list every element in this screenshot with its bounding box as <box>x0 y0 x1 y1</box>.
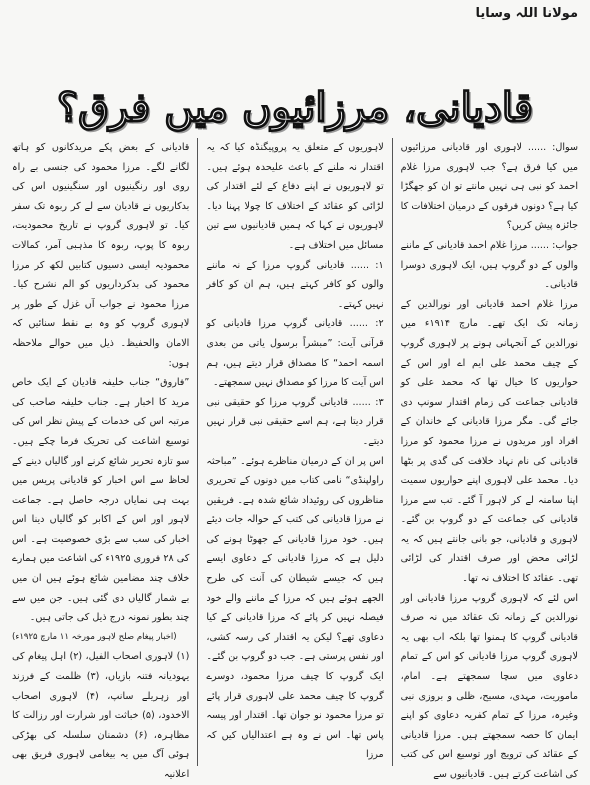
body-paragraph: ”فاروق“ جناب خلیفہ قادیان کے ایک خاص مرید کا اخبار ہے۔ جناب خلیفہ صاحب کی مرتبہ اس کی خدمات کے پیش نظر اس کی توسیع اشاعت کی تحریک فرما چکے ہیں۔ سو تازہ تحریر شائع کرنے اور گالیاں دینے کے لحاظ سے اس اخبار کو قادیانی پریس میں بہت ہی نمایاں درجہ حاصل ہے۔ جماعت لاہور اور اس کے اکابر کو گالیاں دینا اس اخبار کی سب سے بڑی خصوصیت ہے۔ اس کی ۲۸ فروری ۱۹۲۵ء کی اشاعت میں ہمارے خلاف چند مضامین شائع ہوئے ہیں ان میں بے شمار گالیاں دی گئی ہیں۔ جن میں سے چند بطور نمونہ درج ذیل کی جاتی ہیں۔ <box>12 377 190 624</box>
body-paragraph: (۱) لاہوری اصحاب الفیل، (۲) اہل پیغام کی یہودیانہ فتنہ بازیاں، (۳) ظلمت کے فرزند اور زہریلے سانپ، (۴) لاہوری اصحاب الاخدود، (۵) خباثت اور شرارت اور رزالت کا مظاہرہ، (۶) دشمنان سلسلہ کی بھڑکی ہوئی آگ میں یہ بیغامی لاہوری فریق بھی اعلانیہ <box>12 651 190 780</box>
body-paragraph: اس لئے کہ لاہوری گروپ مرزا قادیانی اور نورالدین کے زمانہ تک عقائد میں نہ صرف قادیانی گروپ کا ہمنوا تھا بلکہ اب بھی یہ لاہوری گروپ مرزا قادیانی کو اس کے تمام دعاوی میں سچا سمجھتے ہے۔ امام، ماموریت، مہدی، مسیح، ظلی و بروزی نبی وغیرہ، مرزا کے تمام کفریہ دعاوی کو اپنے ایمان کا حصہ سمجھتے ہیں۔ مرزا قادیانی کے عقائد کی ترویج اور توسیع اس کی کتب کی اشاعت کرتے ہیں۔ قادیانیوں سے <box>400 592 578 780</box>
body-paragraph: لاہوریوں کے متعلق یہ پروپیگنڈہ کیا کہ یہ اقتدار نہ ملنے کے باعث علیحدہ ہوئے ہیں۔ تو لاہوریوں نے اپنے دفاع کے لئے اقتدار کی لڑائی کو عقائد کے اختلاف کا چولا پہنا دیا۔ لاہوریوں نے کہا کہ ہمیں قادیانیوں سے تین مسائل میں اختلاف ہے۔ <box>206 142 384 251</box>
point-two: ۲: ...... قادیانی گروپ مرزا قادیانی کو قرآنی آیت: ”مبشراً برسول یاتی من بعدی اسمہ احمد“ کا مصداق قرار دیتے ہیں، ہم اس آیت کا مرزا کو مصداق نہیں سمجھتے۔ <box>206 318 384 389</box>
article-columns <box>4 138 586 780</box>
body-paragraph: اس پر ان کے درمیان مناظرے ہوئے۔ ”مباحثہ راولپنڈی“ نامی کتاب میں دونوں کے تحریری مناظروں کی روئیداد شائع شدہ ہے۔ فریقین نے مرزا قادیانی کی کتب کے حوالہ جات دیئے ہیں۔ خود مرزا قادیانی کے جھوٹا ہونے کی دلیل ہے کہ مرزا قادیانی کے دعاوی ایسے ہیں کہ جیسے شیطان کی آنت کی طرح الجھے ہوئے ہیں کہ مرزا کے ماننے والے خود فیصلہ نہیں کر پائے کہ مرزا قادیانی کے کیا دعاوی تھے؟ لیکن یہ اقتدار کی رسہ کشی، اور نفس پرستی ہے۔ جب دو گروپ بن گئے۔ ایک گروپ کا چیف مرزا محمود، دوسرے گروپ کا چیف محمد علی لاہوری قرار پائے تو مرزا محمود نو جوان تھا۔ اقتدار اور پیسہ پاس تھا۔ اس نے وہ ہے اعتدالیاں کیں کہ مرزا <box>206 455 384 761</box>
point-three: ۳: ...... قادیانی گروپ مرزا کو حقیقی نبی قرار دیتا ہے، ہم اسے حقیقی نبی قرار نہیں دیتے۔ <box>206 396 384 447</box>
column-left <box>4 138 198 780</box>
article-title: قادیانی، مرزائیوں میں فرق؟ <box>56 84 534 131</box>
citation: (اخبار پیغام صلح لاہور مورخہ ۱۱ مارچ ۱۹۲۵ء) <box>12 631 177 642</box>
body-paragraph: مرزا غلام احمد قادیانی اور نورالدین کے زمانہ تک ایک تھے۔ مارچ ۱۹۱۴ء میں نورالدین کے آنجہانی ہونے پر لاہوری گروپ کے چیف محمد علی ایم اے اور اس کے حواریوں کا خیال تھا کہ محمد علی کو قادیانی جماعت کی زمام اقتدار سونپ دی جائے گی۔ مگر مرزا قادیانی کے خاندان کے افراد اور مریدوں نے مرزا محمود کو مرزا قادیانی کی نام نہاد خلافت کی گدی پر بٹھا دیا۔ محمد علی لاہوری اپنے حواریوں سمیت اپنا سامنہ لے کر لاہور آ گئے۔ تب سے مرزا قادیانی کی جماعت کے دو گروپ بن گئے۔ لاہوری و قادیانی، جو بانی جانتے ہیں کہ یہ لڑائی محض اور صرف اقتدار کی لڑائی تھی۔ عقائد کا اختلاف نہ تھا۔ <box>400 298 578 585</box>
column-right <box>393 138 586 780</box>
question-paragraph: سوال: ...... لاہوری اور قادیانی مرزائیوں میں کیا فرق ہے؟ جب لاہوری مرزا غلام احمد کو نبی ہی نہیں مانتے تو ان کو جھگڑا کیا ہے؟ دونوں فرقوں کے درمیان اختلافات کا جائزہ پیش کریں؟ <box>400 142 578 232</box>
body-paragraph: قادیانی کے بعض پکے مریدکانوں کو ہاتھ لگانے لگے۔ مرزا محمود کی جنسی بے راہ روی اور رنگینیوں اور سنگینیوں اس کی بدکاریوں نے قادیان سے لے کر ربوہ تک سفر کیا۔ تو لاہوری گروپ نے تاریخ محمودیت، ربوہ کا پوپ، ربوہ کا مذہبی آمر، کمالات محمودیہ ایسی دسیوں کتابیں لکھ کر مرزا محمود کی بدکرداریوں کو الم نشرح کیا۔ مرزا محمود نے جواب آں غزل کے طور پر لاہوری گروپ کو وہ بے نقط سنائیں کہ الامان والحفیظ۔ ذیل میں حوالے ملاحظہ ہوں: <box>12 142 190 369</box>
point-one: ۱: ...... قادیانی گروپ مرزا کے نہ ماننے والوں کو کافر کہتے ہیں، ہم ان کو کافر نہیں کہتے۔ <box>206 259 384 310</box>
answer-paragraph: جواب: ...... مرزا غلام احمد قادیانی کے ماننے والوں کے دو گروپ ہیں، ایک لاہوری دوسرا قادیانی۔ <box>400 239 578 291</box>
author-name: مولانا اللہ وسایا <box>475 6 578 21</box>
column-middle <box>198 138 392 766</box>
